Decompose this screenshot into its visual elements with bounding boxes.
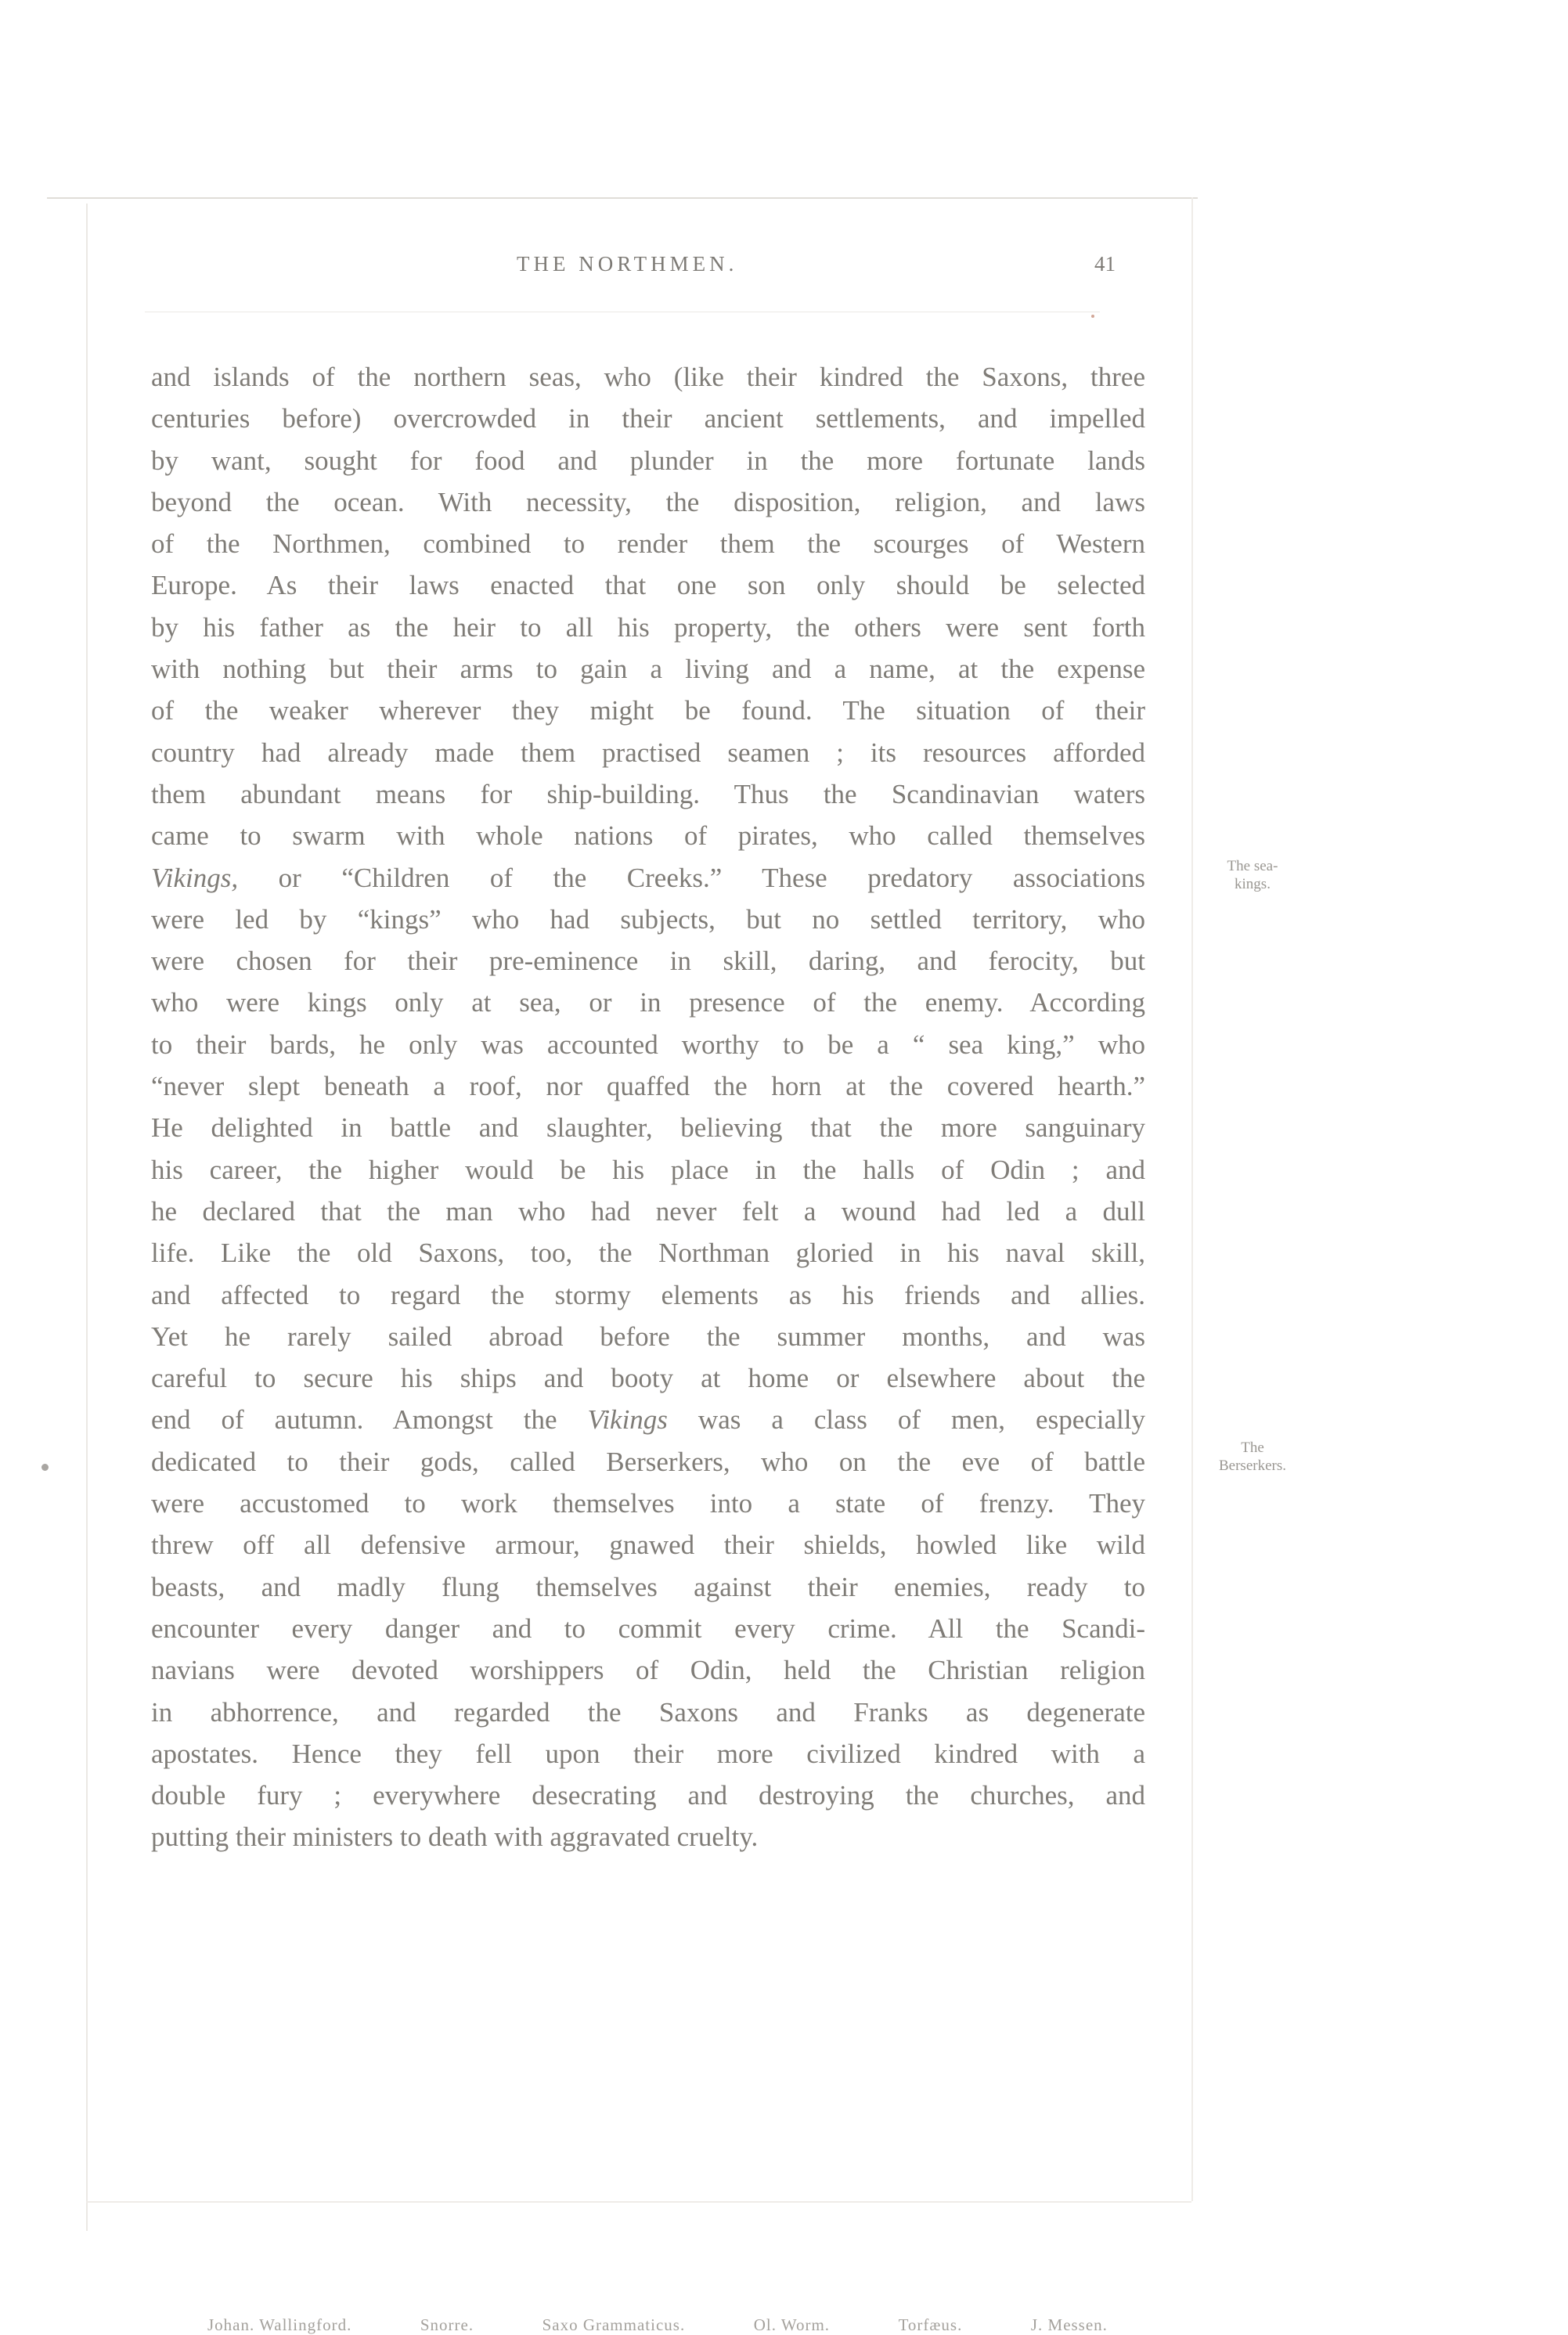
text-line: beasts, and madly flung themselves against their enemies, ready to xyxy=(151,1571,1145,1602)
page-frame-right-rule xyxy=(1191,197,1193,2201)
text-line: threw off all defensive armour, gnawed their shields, howled like wild xyxy=(151,1530,1145,1561)
text-line: country had already made them practised seamen ; its resources afforded xyxy=(151,737,1145,768)
text-line-start: end of autumn. Amongst the xyxy=(151,1404,588,1436)
authorities-list xyxy=(207,2315,1108,2335)
italic-vikings: Vikings xyxy=(587,1404,668,1436)
text-line: of the Northmen, combined to render them the scourges of Western xyxy=(151,528,1145,560)
running-head: THE NORTHMEN. xyxy=(517,252,738,276)
text-line: encounter every danger and to commit every crime. All the Scandi- xyxy=(151,1613,1145,1644)
text-line: He delighted in battle and slaughter, believing that the more sanguinary xyxy=(151,1112,1145,1144)
text-line-vikings xyxy=(151,857,1145,899)
page-frame-bottom-rule xyxy=(86,2201,1191,2203)
page-number: 41 xyxy=(1094,252,1116,276)
margin-note-berserkers: The Berserkers. xyxy=(1219,1440,1286,1474)
text-line: his career, the higher would be his place in the halls of Odin ; and xyxy=(151,1154,1145,1185)
text-line: in abhorrence, and regarded the Saxons and Franks as degenerate xyxy=(151,1696,1145,1728)
text-line: of the weaker wherever they might be found. The situation of their xyxy=(151,695,1145,726)
text-line: were led by “kings” who had subjects, but no settled territory, who xyxy=(151,903,1145,935)
text-line: came to swarm with whole nations of pirates, who called themselves xyxy=(151,820,1145,852)
text-line: by his father as the heir to all his property, the others were sent forth xyxy=(151,611,1145,643)
text-line-final: putting their ministers to death with aggravated cruelty. xyxy=(151,1822,759,1853)
ink-spot xyxy=(41,1464,49,1471)
text-line: Europe. As their laws enacted that one son only should be selected xyxy=(151,570,1145,601)
text-line: and islands of the northern seas, who (like their kindred the Saxons, three xyxy=(151,362,1145,392)
page-frame-top-rule xyxy=(47,197,1198,199)
text-line: he declared that the man who had never felt a wound had led a dull xyxy=(151,1195,1145,1227)
authority: Ol. Worm. xyxy=(753,2315,831,2334)
text-line-vikings-2 xyxy=(151,1399,1145,1440)
authority: Snorre. xyxy=(420,2315,474,2334)
body-text xyxy=(151,356,1145,1858)
text-line: were accustomed to work themselves into a state of frenzy. They xyxy=(151,1488,1145,1519)
text-line: beyond the ocean. With necessity, the disposition, religion, and laws xyxy=(151,486,1145,517)
text-line: were chosen for their pre-eminence in skill, daring, and ferocity, but xyxy=(151,946,1145,977)
text-line: centuries before) overcrowded in their ancient settlements, and impelled xyxy=(151,403,1145,434)
authority: Saxo Grammaticus. xyxy=(542,2315,686,2334)
text-line: who were kings only at sea, or in presence of the enemy. According xyxy=(151,987,1145,1018)
ink-spot xyxy=(1091,315,1094,318)
italic-vikings: Vikings, xyxy=(151,862,239,893)
page-frame-left-rule xyxy=(86,204,88,2231)
text-line: them abundant means for ship-building. Thus the Scandinavian waters xyxy=(151,778,1145,809)
text-line: dedicated to their gods, called Berserkers, who on the eve of battle xyxy=(151,1446,1145,1477)
text-line: Yet he rarely sailed abroad before the summer months, and was xyxy=(151,1321,1145,1352)
text-line: and affected to regard the stormy elements as his friends and allies. xyxy=(151,1279,1145,1310)
text-line: “never slept beneath a roof, nor quaffed the horn at the covered hearth.” xyxy=(151,1071,1145,1102)
text-line: life. Like the old Saxons, too, the Northman gloried in his naval skill, xyxy=(151,1238,1145,1269)
authority: Johan. Wallingford. xyxy=(207,2315,352,2334)
text-line: by want, sought for food and plunder in the more fortunate lands xyxy=(151,445,1145,476)
text-line: double fury ; everywhere desecrating and destroying the churches, and xyxy=(151,1780,1145,1811)
text-line: careful to secure his ships and booty at home or elsewhere about the xyxy=(151,1363,1145,1394)
authority: J. Messen. xyxy=(1030,2315,1108,2334)
text-line-rest: was a class of men, especially xyxy=(667,1404,1145,1436)
authority: Torfæus. xyxy=(898,2315,963,2334)
text-line-rest: or “Children of the Creeks.” These predatory associations xyxy=(238,862,1145,893)
text-line: apostates. Hence they fell upon their more civilized kindred with a xyxy=(151,1738,1145,1769)
text-line: with nothing but their arms to gain a living and a name, at the expense xyxy=(151,654,1145,685)
text-line: to their bards, he only was accounted worthy to be a “ sea king,” who xyxy=(151,1029,1145,1060)
text-line: navians were devoted worshippers of Odin, held the Christian religion xyxy=(151,1655,1145,1686)
margin-note-sea-kings: The sea-kings. xyxy=(1227,858,1278,892)
